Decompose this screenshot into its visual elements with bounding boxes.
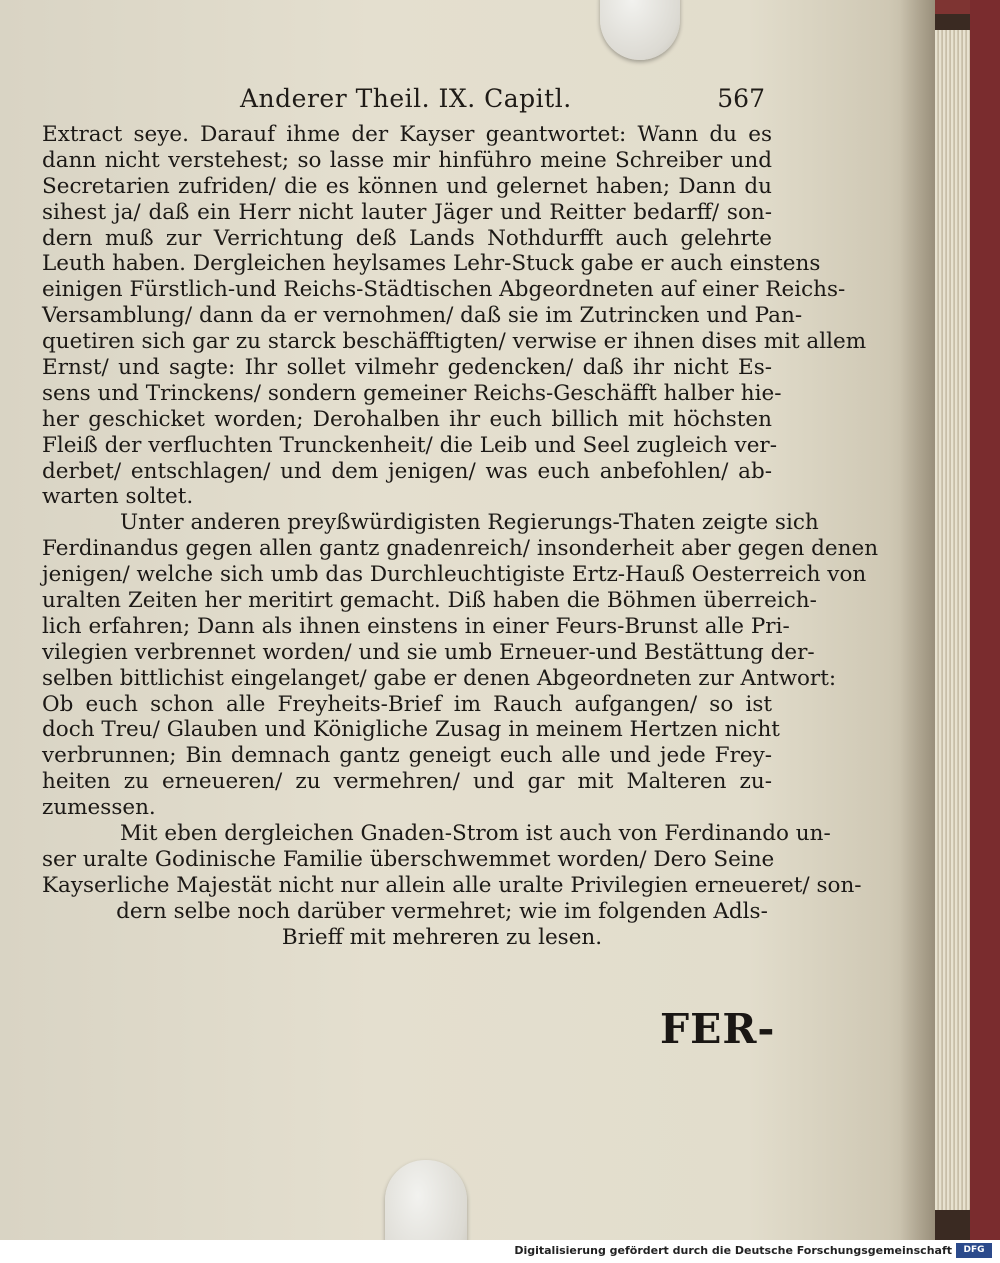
text-line: einigen Fürstlich-und Reichs-Städtischen Abgeordneten auf einer Reichs- xyxy=(42,277,846,303)
text-line: doch Treu/ Glauben und Königliche Zusag in meinem Hertzen nicht xyxy=(42,717,780,743)
text-line: Extract seye. Darauf ihme der Kayser geantwortet: Wann du es xyxy=(42,122,772,147)
text-line: Ernst/ und sagte: Ihr sollet vilmehr gedencken/ daß ihr nicht Es- xyxy=(42,355,772,381)
text-line: heiten zu erneueren/ zu vermehren/ und gar mit Malteren zu- xyxy=(42,769,772,795)
text-line: quetiren sich gar zu starck beschäfftigten/ verwise er ihnen dises mit allem xyxy=(42,329,867,355)
text-line: sens und Trinckens/ sondern gemeiner Reichs-Geschäfft halber hie- xyxy=(42,380,782,406)
text-line: verbrunnen; Bin demnach gantz geneigt euch alle und jede Frey- xyxy=(42,743,772,769)
page-header xyxy=(240,84,765,120)
text-line: derbet/ entschlagen/ und dem jenigen/ was euch anbefohlen/ ab- xyxy=(42,458,772,484)
running-title: Anderer Theil. IX. Capitl. xyxy=(240,84,572,113)
text-line: zumessen. xyxy=(42,795,156,821)
text-line: dern selbe noch darüber vermehret; wie im folgenden Adls- xyxy=(116,898,768,924)
clip-bottom xyxy=(385,1160,467,1240)
text-line: Unter anderen preyßwürdigisten Regierungs-Thaten zeigte sich xyxy=(120,510,819,536)
text-line: her geschicket worden; Derohalben ihr euch billich mit höchsten xyxy=(42,406,772,432)
funding-credit: Digitalisierung gefördert durch die Deutsche Forschungsgemeinschaft xyxy=(514,1244,952,1257)
catchword: FER- xyxy=(660,1005,776,1053)
gutter-shadow xyxy=(900,0,935,1240)
page-edges xyxy=(935,30,975,1210)
text-line: uralten Zeiten her meritirt gemacht. Diß haben die Böhmen überreich- xyxy=(42,588,817,614)
dfg-logo: DFG xyxy=(956,1243,992,1258)
text-line: Leuth haben. Dergleichen heylsames Lehr-Stuck gabe er auch einstens xyxy=(42,251,821,277)
digitization-footer xyxy=(0,1240,1000,1263)
text-line: Brieff mit mehreren zu lesen. xyxy=(281,924,603,950)
text-line: Kayserliche Majestät nicht nur allein alle uralte Privilegien erneueret/ son- xyxy=(42,872,862,898)
text-line: lich erfahren; Dann als ihnen einstens in einer Feurs-Brunst alle Pri- xyxy=(42,613,790,639)
text-line: selben bittlichist eingelanget/ gabe er denen Abgeordneten zur Antwort: xyxy=(42,665,837,691)
text-line: Fleiß der verfluchten Trunckenheit/ die Leib und Seel zugleich ver- xyxy=(42,432,777,458)
text-line: dern muß zur Verrichtung deß Lands Nothdurfft auch gelehrte xyxy=(42,225,772,251)
text-line: dann nicht verstehest; so lasse mir hinführo meine Schreiber und xyxy=(42,147,772,173)
text-line: Ferdinandus gegen allen gantz gnadenreich/ insonderheit aber gegen denen xyxy=(42,536,879,562)
text-line: Ob euch schon alle Freyheits-Brief im Rauch aufgangen/ so ist xyxy=(42,691,772,717)
text-line: sihest ja/ daß ein Herr nicht lauter Jäger und Reitter bedarff/ son- xyxy=(42,199,772,225)
text-line: ser uralte Godinische Familie überschwemmet worden/ Dero Seine xyxy=(42,846,775,872)
page-number: 567 xyxy=(717,84,765,113)
book-cover xyxy=(970,0,1000,1240)
text-line: warten soltet. xyxy=(42,484,194,510)
text-line: vilegien verbrennet worden/ und sie umb Erneuer-und Bestättung der- xyxy=(42,639,815,665)
text-line: jenigen/ welche sich umb das Durchleuchtigiste Ertz-Hauß Oesterreich von xyxy=(42,562,867,588)
text-line: Secretarien zufriden/ die es können und gelernet haben; Dann du xyxy=(42,173,772,199)
text-line: Mit eben dergleichen Gnaden-Strom ist auch von Ferdinando un- xyxy=(120,821,831,847)
body-text xyxy=(42,122,879,951)
text-line: Versamblung/ dann da er vernohmen/ daß sie im Zutrincken und Pan- xyxy=(42,303,803,329)
